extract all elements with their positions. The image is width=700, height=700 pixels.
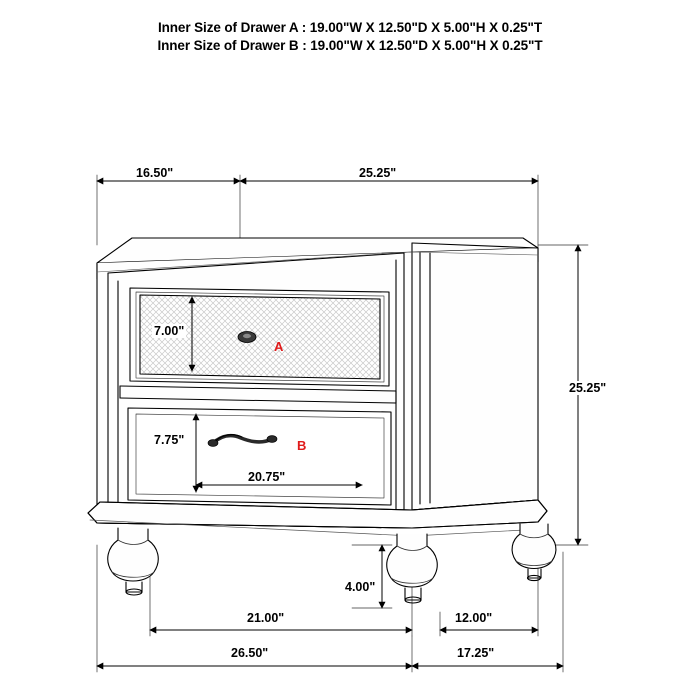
drawer-b-label: B xyxy=(297,438,307,453)
dim-leg-height: 4.00" xyxy=(345,580,376,594)
drawer-a-inner-size-note: Inner Size of Drawer A : 19.00"W X 12.50"D X 5.00"H X 0.25"T xyxy=(157,20,542,35)
dim-top-right: 25.25" xyxy=(359,166,397,180)
dim-bottom-inner-right: 12.00" xyxy=(455,611,493,625)
dim-bottom-outer-right: 17.25" xyxy=(457,646,495,660)
dim-top-left: 16.50" xyxy=(136,166,174,180)
dim-right-height: 25.25" xyxy=(569,381,607,395)
dim-bottom-outer-left: 26.50" xyxy=(231,646,269,660)
drawer-b-inner-size-note: Inner Size of Drawer B : 19.00"W X 12.50"D X 5.00"H X 0.25"T xyxy=(157,38,543,53)
dim-drawer-a-height: 7.00" xyxy=(154,324,185,338)
drawer-a-label: A xyxy=(274,339,284,354)
dim-bottom-inner-left: 21.00" xyxy=(247,611,285,625)
dim-drawer-b-width: 20.75" xyxy=(248,470,286,484)
dim-drawer-b-height: 7.75" xyxy=(154,433,185,447)
